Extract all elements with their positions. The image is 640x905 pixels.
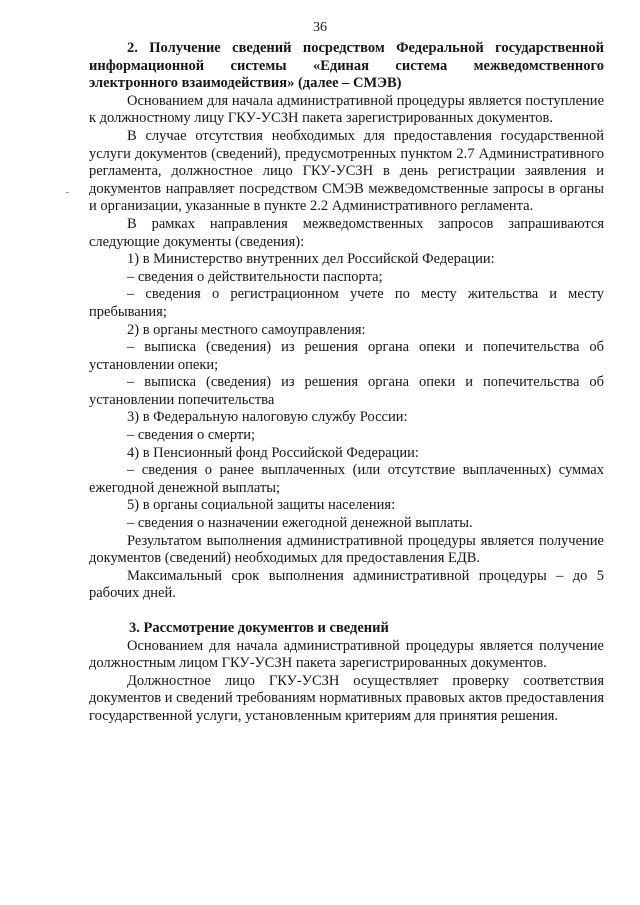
request-list-item: 5) в органы социальной защиты населения: [127,497,396,514]
section-2-paragraph: Основанием для начала административной процедуры является поступление к должностному лицу ГКУ-УСЗН пакета зарегистрированных документов. [89,92,604,127]
section-2-paragraph: В рамках направления межведомственных запросов запрашиваются следующие документы (сведения): [89,215,604,250]
request-list-item: – выписка (сведения) из решения органа опеки и попечительства об установлении опеки; [89,339,604,373]
margin-mark [66,192,69,193]
request-list-item: – сведения о смерти; [127,427,256,444]
page-number: 36 [313,20,327,35]
request-list-item: – сведения о ранее выплаченных (или отсутствие выплаченных) суммах ежегодной денежной выплаты; [89,462,604,496]
request-list-item: – сведения о действительности паспорта; [127,268,383,285]
section-2-heading: 2. Получение сведений посредством Федеральной государственной информационной системы «Единая система межведомственного электронного взаимодействия» (далее – СМЭВ) [89,40,604,92]
request-list-item: – сведения о регистрационном учете по месту жительства и месту пребывания; [89,286,604,320]
request-list-item: 2) в органы местного самоуправления: [127,321,366,338]
section-2-paragraph: В случае отсутствия необходимых для предоставления государственной услуги документов (сведений), предусмотренных пунктом 2.7 Административного регламента, должностное лицо ГКУ-УСЗН в день регистрации заявления и документов направляет посредством СМЭВ межведомственные запросы в органы и организации, указанные в пункте 2.2 Административного регламента. [89,127,604,215]
request-list-item: – сведения о назначении ежегодной денежной выплаты. [127,515,473,532]
request-list-item: 4) в Пенсионный фонд Российской Федерации: [127,444,419,461]
request-list-item: – выписка (сведения) из решения органа опеки и попечительства об установлении попечительства [89,374,604,408]
section-3-paragraph: Основанием для начала административной процедуры является получение должностным лицом ГКУ-УСЗН пакета зарегистрированных документов. [89,637,604,672]
page-content [89,40,604,726]
section-2-paragraph: Результатом выполнения административной процедуры является получение документов (сведений) необходимых для предоставления ЕДВ. [89,532,604,567]
request-list-item: 1) в Министерство внутренних дел Российской Федерации: [127,251,495,268]
request-list-item: 3) в Федеральную налоговую службу России: [127,409,408,426]
section-3-heading: 3. Рассмотрение документов и сведений [129,620,389,636]
section-3-paragraph: Должностное лицо ГКУ-УСЗН осуществляет проверку соответствия документов и сведений требованиям нормативных правовых актов предоставления государственной услуги, установленным критериям для принятия решения. [89,672,604,724]
section-2-paragraph: Максимальный срок выполнения административной процедуры – до 5 рабочих дней. [89,567,604,602]
